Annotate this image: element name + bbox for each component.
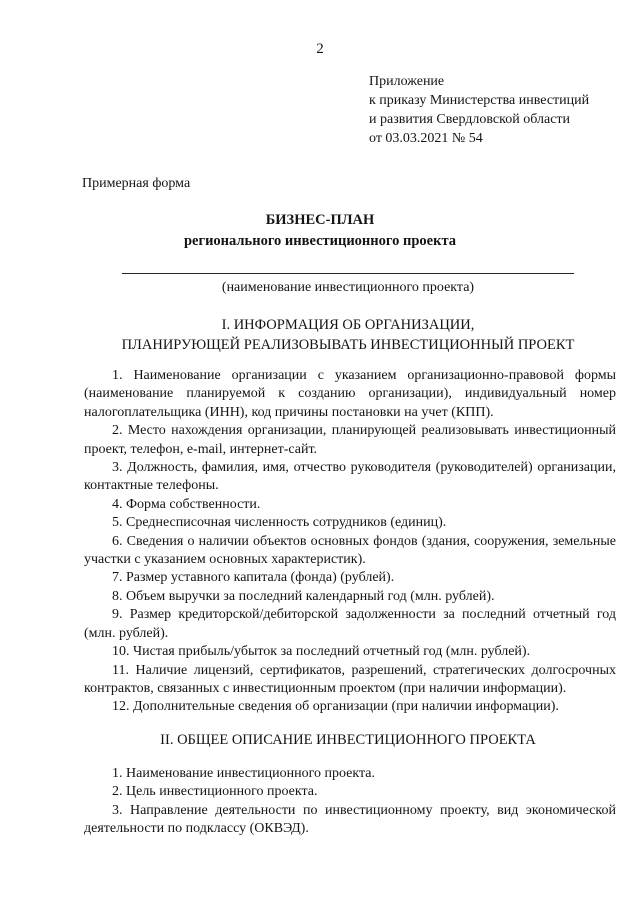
annex-line: к приказу Министерства инвестиций [369,93,590,108]
annex-block [369,72,589,148]
annex-line: и развития Свердловской области [369,112,571,127]
list-item: 3. Направление деятельности по инвестиционному проекту, вид экономической деятельности по подклассу (ОКВЭД). [84,802,616,837]
list-item: 8. Объем выручки за последний календарный год (млн. рублей). [112,588,495,604]
form-label: Примерная форма [82,176,191,191]
title-main: БИЗНЕС-ПЛАН [265,212,375,228]
list-item: 1. Наименование организации с указанием организационно-правовой формы (наименование планируемой к созданию организации), индивидуальный номер налогоплательщика (ИНН), код причины постановки на учет (КПП). [84,368,616,420]
section1-title-line2: ПЛАНИРУЮЩЕЙ РЕАЛИЗОВЫВАТЬ ИНВЕСТИЦИОННЫЙ ПРОЕКТ [121,337,575,353]
document-title [0,210,640,252]
list-item: 7. Размер уставного капитала (фонда) (рублей). [112,570,395,586]
project-name-line [122,273,574,274]
list-item: 3. Должность, фамилия, имя, отчество руководителя (руководителей) организации, контактные телефоны. [84,460,616,494]
project-name-caption: (наименование инвестиционного проекта) [221,280,475,295]
list-item: 6. Сведения о наличии объектов основных фондов (здания, сооружения, земельные участки с указанием основных характеристик). [84,533,616,568]
section1-items [84,367,616,717]
section1-title-line1: I. ИНФОРМАЦИЯ ОБ ОРГАНИЗАЦИИ, [221,317,475,333]
list-item: 1. Наименование инвестиционного проекта. [112,766,375,781]
section1-title [0,315,640,355]
annex-line: от 03.03.2021 № 54 [369,131,483,146]
list-item: 10. Чистая прибыль/убыток за последний отчетный год (млн. рублей). [112,644,531,660]
title-sub: регионального инвестиционного проекта [183,233,457,249]
section2-items [84,765,616,839]
list-item: 9. Размер кредиторской/дебиторской задолженности за последний отчетный год (млн. рублей). [84,607,616,641]
page-number: 2 [316,41,324,57]
list-item: 11. Наличие лицензий, сертификатов, разрешений, стратегических долгосрочных контрактов, связанных с инвестиционным проектом (при наличии информации). [84,662,616,696]
list-item: 12. Дополнительные сведения об организации (при наличии информации). [112,699,559,715]
list-item: 4. Форма собственности. [112,496,261,512]
list-item: 5. Среднесписочная численность сотрудников (единиц). [112,515,447,531]
annex-line: Приложение [369,74,445,89]
section2-title: II. ОБЩЕЕ ОПИСАНИЕ ИНВЕСТИЦИОННОГО ПРОЕКТА [160,732,536,748]
list-item: 2. Место нахождения организации, планирующей реализовывать инвестиционный проект, телефон, e-mail, интернет-сайт. [84,423,616,457]
list-item: 2. Цель инвестиционного проекта. [112,784,318,800]
